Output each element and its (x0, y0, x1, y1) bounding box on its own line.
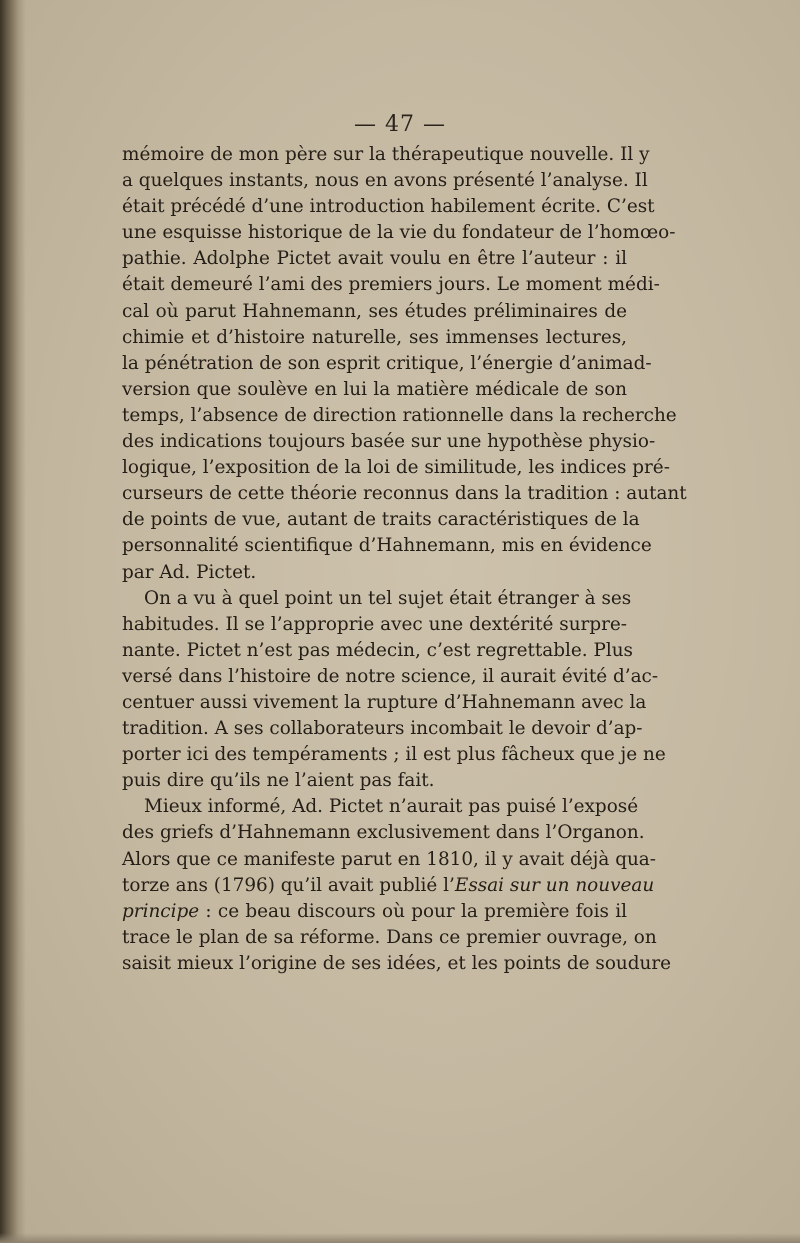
text-line: nante. Pictet n’est pas médecin, c’est regrettable. Plus (122, 639, 633, 661)
text-line: versé dans l’histoire de notre science, il aurait évité d’ac- (122, 665, 659, 687)
text-line: pathie. Adolphe Pictet avait voulu en être l’auteur : il (122, 248, 627, 270)
text-line: porter ici des tempéraments ; il est plus fâcheux que je ne (122, 744, 666, 766)
text-line: curseurs de cette théorie reconnus dans la tradition : autant (122, 483, 687, 505)
text-line: temps, l’absence de direction rationnelle dans la recherche (122, 404, 677, 426)
work-title-segment: principe (122, 900, 200, 922)
text-line: Alors que ce manifeste parut en 1810, il y avait déjà qua- (122, 848, 656, 870)
text-line-with-title (122, 873, 655, 899)
text-line: des griefs d’Hahnemann exclusivement dans l’Organon. (122, 822, 645, 844)
book-binding-edge (0, 0, 26, 1243)
text-line: tradition. A ses collaborateurs incombait le devoir d’ap- (122, 718, 643, 740)
text-line: centuer aussi vivement la rupture d’Hahnemann avec la (122, 691, 647, 713)
text-line: personnalité scientifique d’Hahnemann, mis en évidence (122, 535, 652, 557)
work-title-segment: Essai sur un nouveau (454, 874, 655, 896)
text-line-with-title (122, 899, 627, 925)
text-line: On a vu à quel point un tel sujet était étranger à ses (144, 587, 632, 609)
text-line: était précédé d’une introduction habilement écrite. C’est (122, 196, 655, 218)
text-line: Mieux informé, Ad. Pictet n’aurait pas puisé l’exposé (144, 796, 639, 818)
text-line: habitudes. Il se l’approprie avec une dextérité surpre- (122, 613, 627, 635)
text-line: saisit mieux l’origine de ses idées, et les points de soudure (122, 952, 672, 974)
page-number: — 47 — (354, 112, 446, 137)
text-line: logique, l’exposition de la loi de similitude, les indices pré- (122, 457, 670, 479)
text-line: une esquisse historique de la vie du fondateur de l’homœo- (122, 222, 676, 244)
paragraph (122, 794, 672, 977)
text-line: cal où parut Hahnemann, ses études préliminaires de (122, 300, 627, 322)
text-line: des indications toujours basée sur une hypothèse physio- (122, 431, 656, 453)
text-line: trace le plan de sa réforme. Dans ce premier ouvrage, on (122, 926, 657, 948)
text-line: version que soulève en lui la matière médicale de son (122, 378, 627, 400)
text-line: par Ad. Pictet. (122, 561, 257, 583)
paragraph (122, 142, 687, 586)
text-line: était demeuré l’ami des premiers jours. Le moment médi- (122, 274, 660, 296)
text-line: a quelques instants, nous en avons présenté l’analyse. Il (122, 170, 648, 192)
body-text (122, 142, 687, 977)
text-line: chimie et d’histoire naturelle, ses immenses lectures, (122, 326, 627, 348)
text-line: de points de vue, autant de traits caractéristiques de la (122, 509, 640, 531)
text-segment: : ce beau discours où pour la première fois il (199, 900, 627, 922)
text-segment: torze ans (1796) qu’il avait publié l’ (122, 874, 455, 896)
text-line: puis dire qu’ils ne l’aient pas fait. (122, 770, 435, 792)
text-line: la pénétration de son esprit critique, l’énergie d’animad- (122, 352, 652, 374)
page-bottom-edge (0, 1233, 800, 1243)
paragraph (122, 586, 666, 795)
text-line: mémoire de mon père sur la thérapeutique nouvelle. Il y (122, 144, 650, 165)
